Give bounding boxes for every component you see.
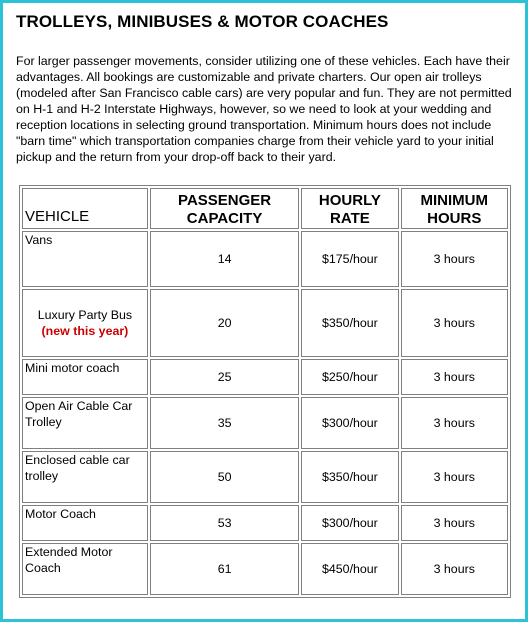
table-header-row [22,188,508,229]
vehicle-cell: Mini motor coach [22,359,148,395]
rate-cell: $175/hour [301,231,398,287]
minimum-cell: 3 hours [401,359,508,395]
capacity-cell: 20 [150,289,299,357]
vehicle-rates-table [19,185,511,598]
table-row [22,289,508,357]
vehicle-cell: Open Air Cable Car Trolley [22,397,148,449]
minimum-cell: 3 hours [401,397,508,449]
vehicle-cell: Extended Motor Coach [22,543,148,595]
minimum-cell: 3 hours [401,289,508,357]
capacity-cell: 53 [150,505,299,541]
rate-cell: $350/hour [301,451,398,503]
rate-cell: $450/hour [301,543,398,595]
new-this-year-badge: (new this year) [41,324,129,338]
capacity-cell: 14 [150,231,299,287]
minimum-cell: 3 hours [401,231,508,287]
table-row [22,231,508,287]
rate-cell: $350/hour [301,289,398,357]
vehicle-cell: Motor Coach [22,505,148,541]
page-title: TROLLEYS, MINIBUSES & MOTOR COACHES [16,12,389,31]
table-row [22,543,508,595]
header-minimum: MINIMUM HOURS [401,188,508,229]
table-row [22,505,508,541]
header-vehicle: VEHICLE [22,188,148,229]
vehicle-cell [22,289,148,357]
header-rate: HOURLY RATE [301,188,398,229]
vehicle-name: Luxury Party Bus [37,308,133,322]
vehicle-cell: Enclosed cable car trolley [22,451,148,503]
minimum-cell: 3 hours [401,543,508,595]
rate-cell: $250/hour [301,359,398,395]
capacity-cell: 61 [150,543,299,595]
minimum-cell: 3 hours [401,505,508,541]
minimum-cell: 3 hours [401,451,508,503]
capacity-cell: 50 [150,451,299,503]
table-row [22,359,508,395]
intro-paragraph: For larger passenger movements, consider utilizing one of these vehicles. Each have their advantages. All bookings are customizable and private charters. Our open air trolleys (modeled after San Francisco cable cars) are very popular and fun. They are not permitted on H-1 and H-2 Interstate Highways, however, so we need to look at your wedding and reception locations in selecting ground transportation. Minimum hours does not include "barn time" which transportation companies charge from their vehicle yard to your initial pickup and the return from your drop-off back to their yard. [16,54,512,164]
table-row [22,397,508,449]
vehicle-cell: Vans [22,231,148,287]
table-row [22,451,508,503]
rate-cell: $300/hour [301,397,398,449]
rate-cell: $300/hour [301,505,398,541]
capacity-cell: 35 [150,397,299,449]
header-capacity: PASSENGER CAPACITY [150,188,299,229]
capacity-cell: 25 [150,359,299,395]
